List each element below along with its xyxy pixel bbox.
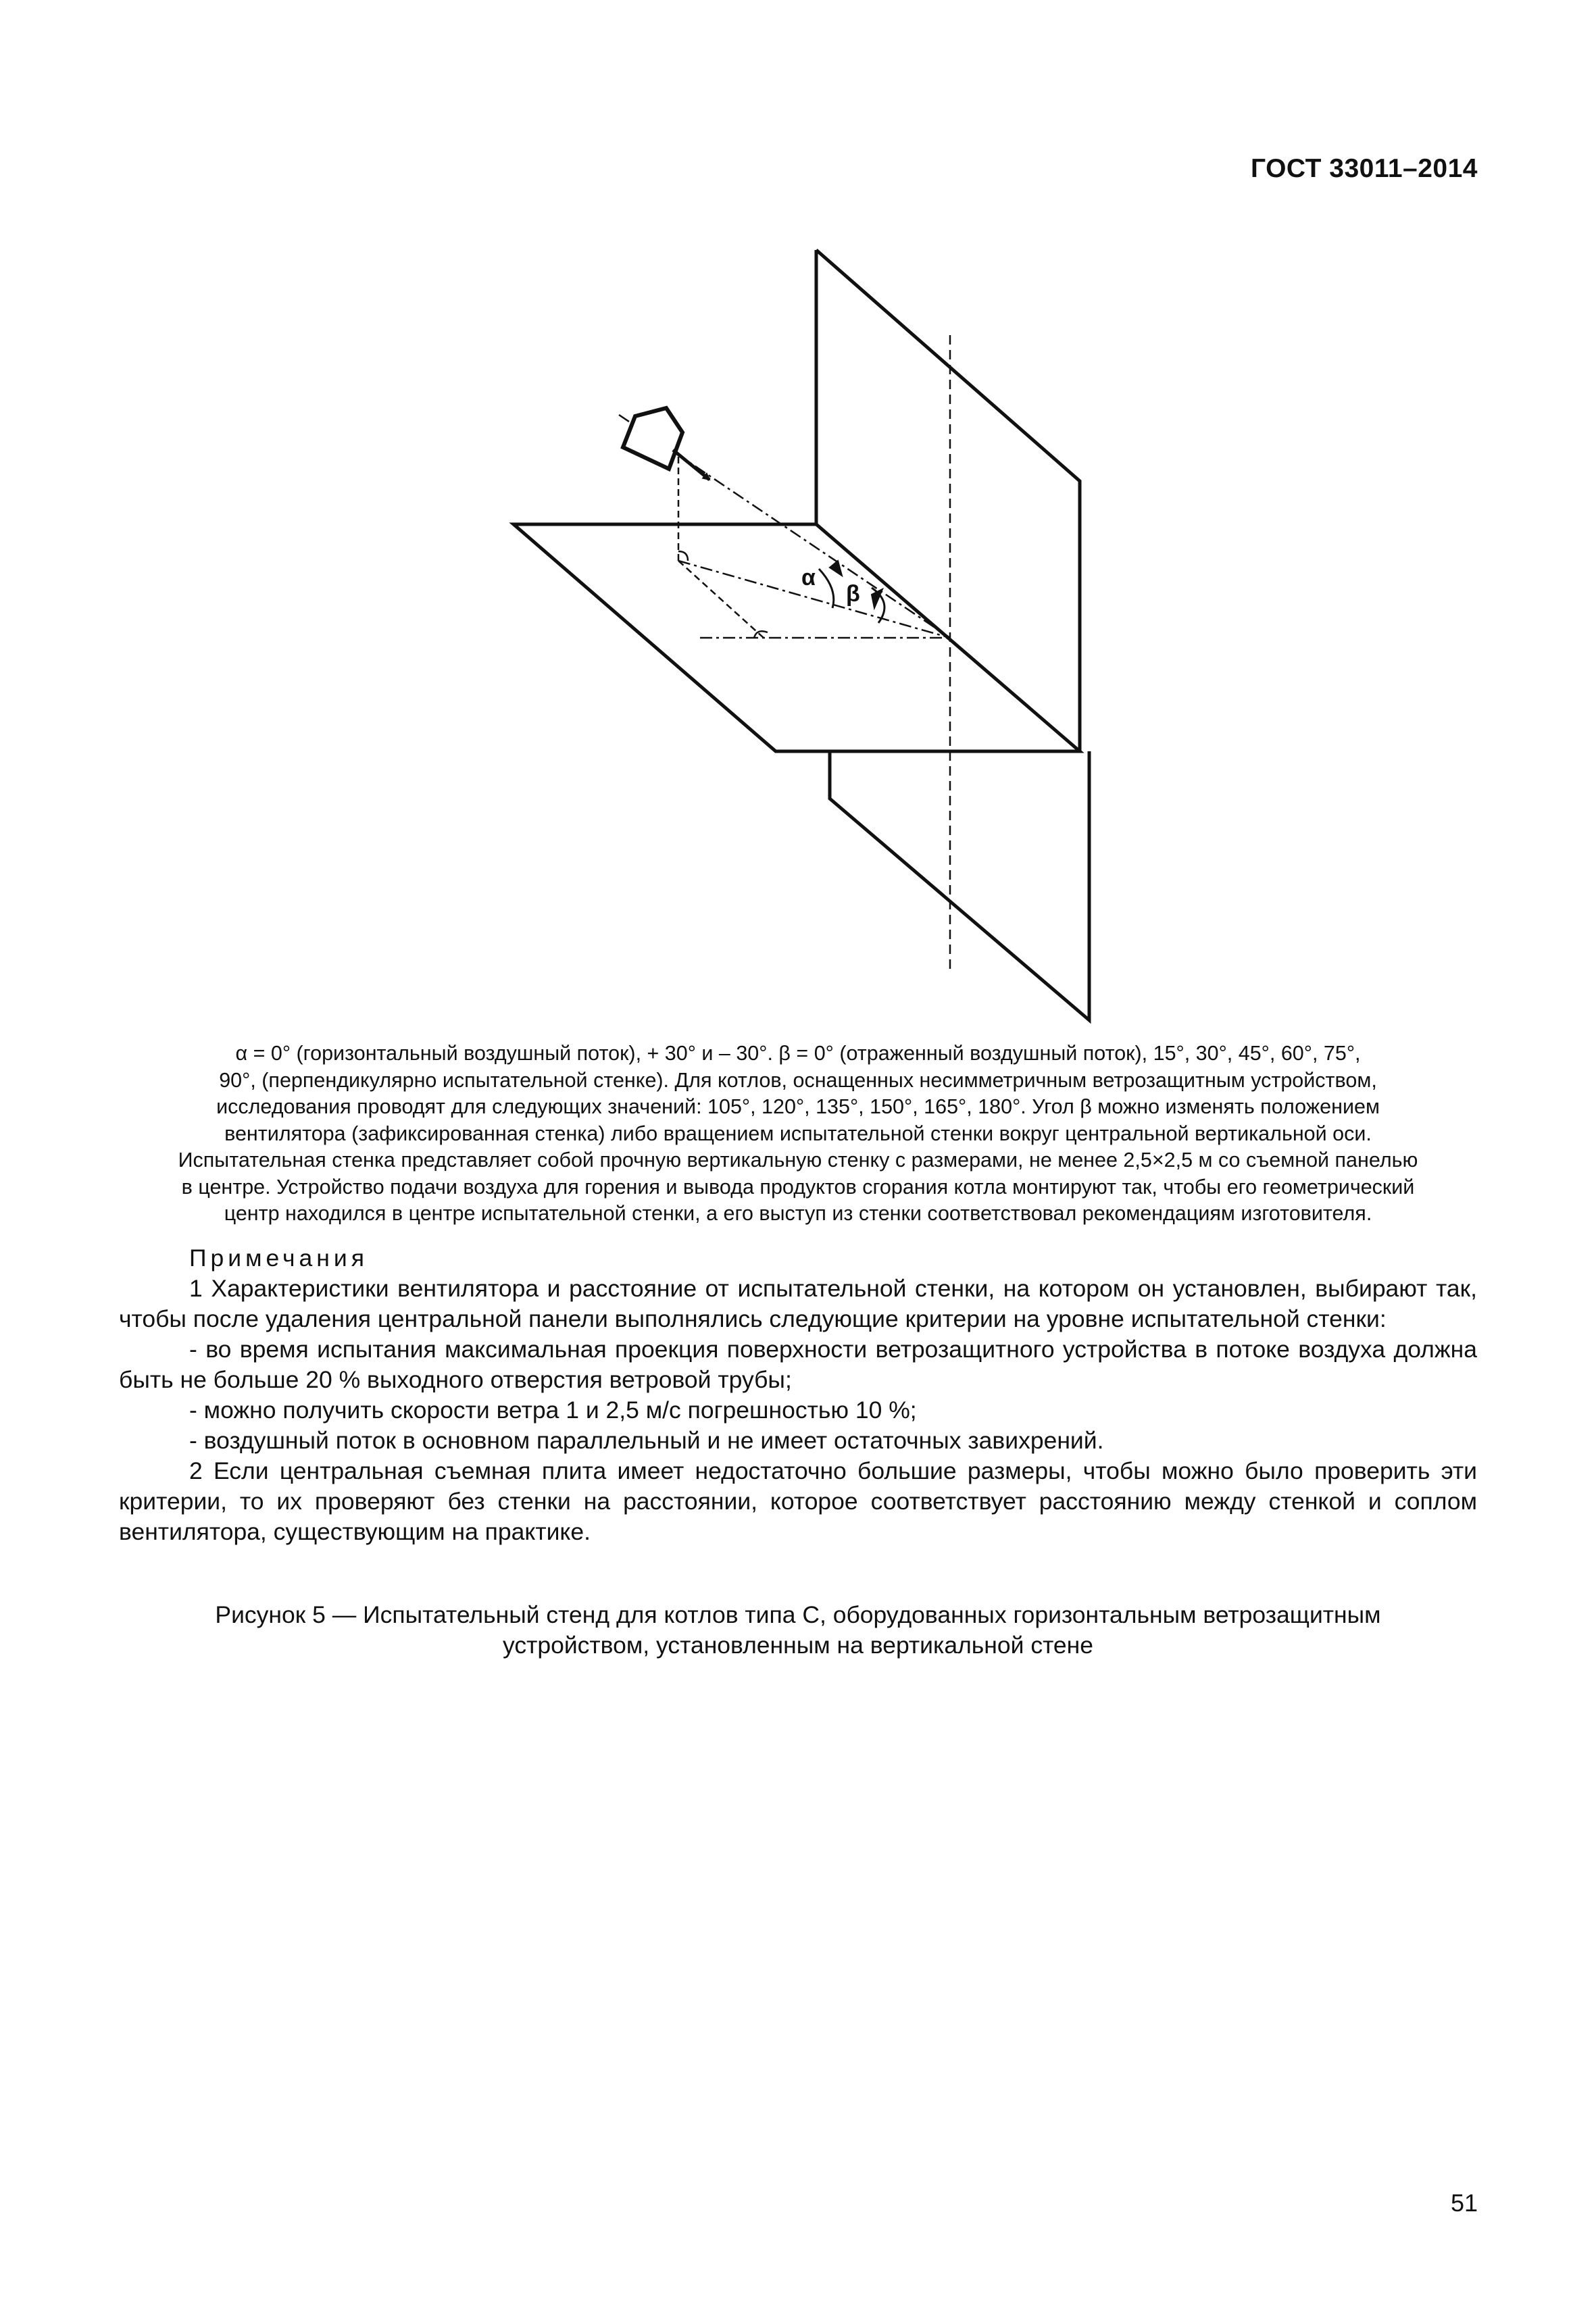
vertical-wall-lower (830, 751, 1089, 1020)
caption-line: в центре. Устройство подачи воздуха для горения и вывода продуктов сгорания котла монтируют так, чтобы его геометрический (181, 1175, 1415, 1199)
notes-title: Примечания (189, 1244, 368, 1272)
figure-title-line: Рисунок 5 — Испытательный стенд для котлов типа С, оборудованных горизонтальным ветрозащитным (215, 1601, 1381, 1628)
note-criterion: - воздушный поток в основном параллельный и не имеет остаточных завихрений. (189, 1427, 1104, 1454)
caption-line: 90°, (перпендикулярно испытательной стенке). Для котлов, оснащенных несимметричным ветрозащитным устройством, (219, 1068, 1377, 1092)
note-1: 1 Характеристики вентилятора и расстояние от испытательной стенки, на котором он установлен, выбирают так, чтобы после удаления центральной панели выполнялись следующие критерии на уровне испытательной стенки: (119, 1275, 1477, 1332)
note-criterion: - во время испытания максимальная проекция поверхности ветрозащитного устройства в потоке воздуха должна быть не больше 20 % выходного отверстия ветровой трубы; (119, 1336, 1477, 1393)
document-code: ГОСТ 33011–2014 (1250, 154, 1478, 183)
figure-title (119, 1600, 1477, 1661)
caption-line: вентилятора (зафиксированная стенка) либо вращением испытательной стенки вокруг центральной вертикальной оси. (224, 1122, 1372, 1145)
test-stand-diagram (0, 0, 1596, 1054)
page-number: 51 (1450, 2189, 1478, 2217)
caption-line: α = 0° (горизонтальный воздушный поток), + 30° и – 30°. β = 0° (отраженный воздушный поток), 15°, 30°, 45°, 60°, 75°, (235, 1042, 1361, 1065)
caption-line: исследования проводят для следующих значений: 105°, 120°, 135°, 150°, 165°, 180°. Угол β можно изменять положением (216, 1095, 1380, 1118)
beta-label: β (846, 581, 860, 607)
notes-section (119, 1243, 1477, 1547)
figure-explanation (119, 1040, 1477, 1228)
note-criterion: - можно получить скорости ветра 1 и 2,5 м/с погрешностью 10 %; (189, 1397, 917, 1424)
caption-line: центр находился в центре испытательной стенки, а его выступ из стенки соответствовал рекомендациям изготовителя. (224, 1202, 1372, 1225)
note-2: 2 Если центральная съемная плита имеет недостаточно большие размеры, чтобы можно было проверить эти критерии, то их проверяют без стенки на расстоянии, которое соответствует расстоянию между стенкой и соплом вентилятора, существующим на практике. (119, 1457, 1477, 1545)
caption-line: Испытательная стенка представляет собой прочную вертикальную стенку с размерами, не менее 2,5×2,5 м со съемной панелью (178, 1149, 1418, 1172)
alpha-label: α (801, 565, 816, 590)
figure-title-line: устройством, установленным на вертикальной стене (502, 1632, 1094, 1659)
fan-icon (623, 408, 682, 469)
